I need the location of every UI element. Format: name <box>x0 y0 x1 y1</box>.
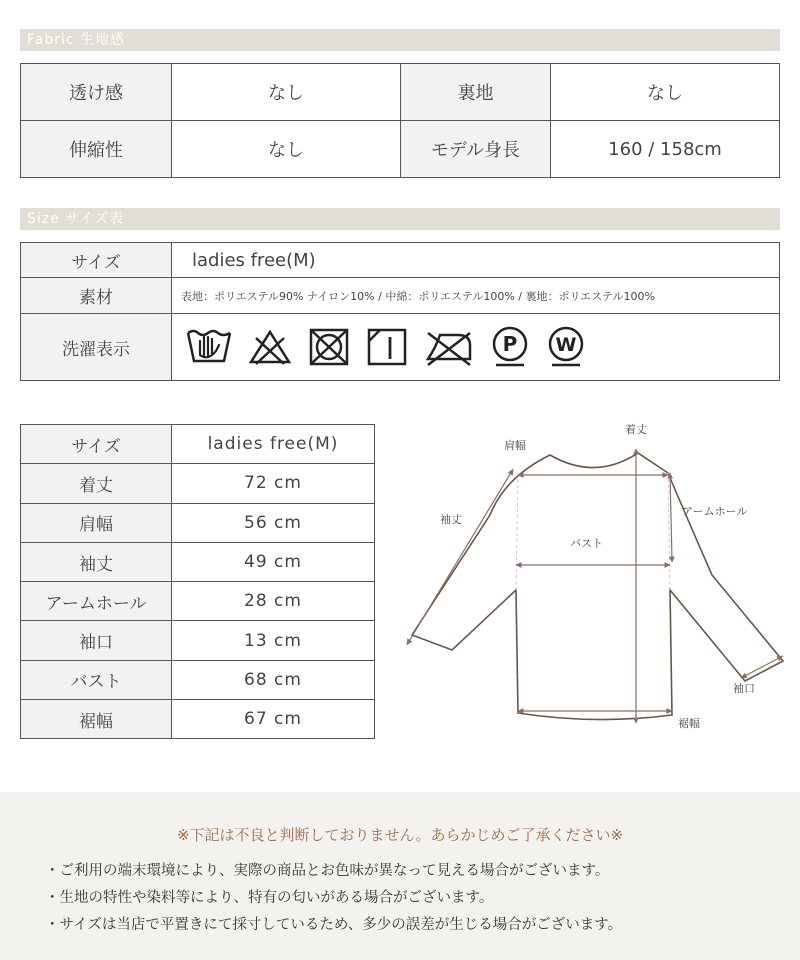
notice-title: ※下記は不良と判断しておりません。あらかじめご了承ください※ <box>176 826 624 844</box>
measure-label: 肩幅 <box>21 503 172 542</box>
notice-panel <box>0 792 800 960</box>
table-row <box>21 700 375 739</box>
table-row <box>21 503 375 542</box>
shoulder-label: 肩幅 <box>504 439 526 452</box>
list-item: ・サイズは当店で平置きにて採寸しているため、多少の誤差が生じる場合がございます。 <box>45 917 623 933</box>
size-section-header: Size サイズ表 <box>20 208 780 230</box>
measure-value: 49 cm <box>172 542 375 581</box>
measure-label: 袖丈 <box>21 542 172 581</box>
no-bleach-icon <box>248 328 292 366</box>
hand-wash-icon <box>186 327 232 367</box>
wet-clean-w-icon <box>546 326 586 368</box>
transparency-value: なし <box>172 64 401 121</box>
measure-header-value: ladies free(M) <box>172 425 375 464</box>
cuff-arrow <box>743 657 781 677</box>
size-value: ladies free(M) <box>172 243 780 278</box>
notice-list <box>45 858 622 939</box>
sleeve-label: 袖丈 <box>440 513 462 526</box>
table-row <box>21 64 780 121</box>
table-row <box>21 243 780 278</box>
table-row <box>21 542 375 581</box>
measure-value: 68 cm <box>172 660 375 699</box>
svg-text:P: P <box>502 332 518 356</box>
size-info-table <box>20 242 780 381</box>
garment-diagram <box>400 415 795 745</box>
dry-clean-p-icon <box>490 326 530 368</box>
table-row <box>21 121 780 178</box>
material-value: 表地：ポリエステル90% ナイロン10% / 中綿：ポリエステル100% / 裏地：ポリエステル100% <box>172 278 780 314</box>
measure-header-label: サイズ <box>21 425 172 464</box>
table-row <box>21 464 375 503</box>
size-label: サイズ <box>21 243 172 278</box>
armhole-label: アームホール <box>682 505 748 518</box>
material-label: 素材 <box>21 278 172 314</box>
measure-label: 裾幅 <box>21 700 172 739</box>
wash-icons-cell <box>172 314 780 381</box>
measure-label: 着丈 <box>21 464 172 503</box>
no-tumble-dry-icon <box>308 327 350 367</box>
table-row <box>21 582 375 621</box>
measure-value: 28 cm <box>172 582 375 621</box>
hem-label: 裾幅 <box>678 717 700 730</box>
armhole-arrow <box>670 475 672 560</box>
model-height-label: モデル身長 <box>401 121 551 178</box>
no-iron-icon <box>424 327 474 367</box>
measure-value: 56 cm <box>172 503 375 542</box>
list-item: ・ご利用の端末環境により、実際の商品とお色味が異なって見える場合がございます。 <box>45 863 610 879</box>
list-item: ・生地の特性や染料等により、特有の匂いがある場合がございます。 <box>45 890 494 906</box>
cuff-label: 袖口 <box>733 682 755 695</box>
measure-value: 67 cm <box>172 700 375 739</box>
measure-label: バスト <box>21 660 172 699</box>
wash-icons <box>186 326 779 368</box>
measurement-table <box>20 424 375 739</box>
lining-value: なし <box>551 64 780 121</box>
model-height-value: 160 / 158cm <box>551 121 780 178</box>
table-row <box>21 314 780 381</box>
table-row <box>21 621 375 660</box>
fabric-section-header: Fabric 生地感 <box>20 29 780 51</box>
bust-label: バスト <box>570 537 603 550</box>
line-dry-icon <box>366 327 408 367</box>
transparency-label: 透け感 <box>21 64 172 121</box>
table-row <box>21 278 780 314</box>
stretch-value: なし <box>172 121 401 178</box>
lining-label: 裏地 <box>401 64 551 121</box>
measure-label: アームホール <box>21 582 172 621</box>
length-label: 着丈 <box>625 423 647 436</box>
table-row <box>21 425 375 464</box>
table-row <box>21 660 375 699</box>
fabric-table <box>20 63 780 178</box>
measure-value: 13 cm <box>172 621 375 660</box>
measure-label: 袖口 <box>21 621 172 660</box>
svg-text:W: W <box>555 334 577 356</box>
measure-value: 72 cm <box>172 464 375 503</box>
wash-label: 洗濯表示 <box>21 314 172 381</box>
garment-outline <box>412 453 783 720</box>
sleeve-arrow <box>408 471 512 643</box>
stretch-label: 伸縮性 <box>21 121 172 178</box>
